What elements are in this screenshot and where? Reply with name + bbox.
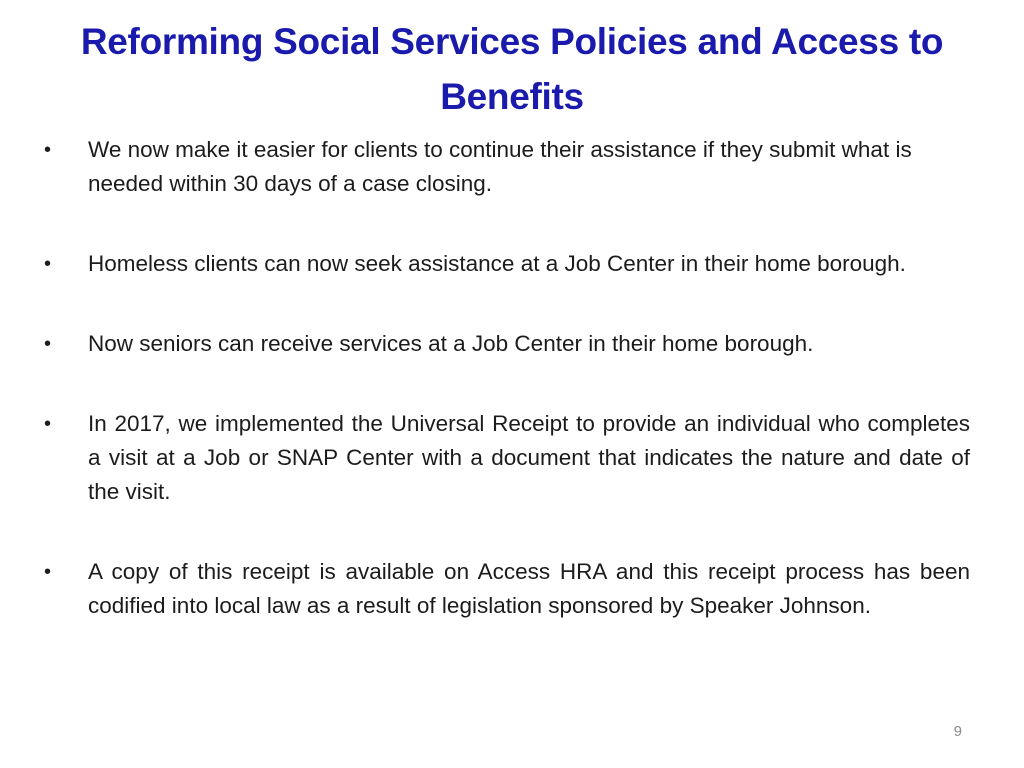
bullet-dot-icon: • [44, 139, 52, 161]
bullet-item [44, 247, 970, 281]
bullet-item [44, 133, 970, 201]
bullet-dot-icon: • [44, 561, 52, 583]
slide-title: Reforming Social Services Policies and Access to Benefits [80, 21, 944, 117]
bullet-item [44, 407, 970, 509]
bullet-dot-icon: • [44, 253, 52, 275]
bullet-item [44, 327, 970, 361]
bullet-list [44, 133, 970, 669]
page-number: 9 [953, 723, 962, 740]
bullet-text: We now make it easier for clients to continue their assistance if they submit what is needed within 30 days of a case closing. [88, 137, 912, 196]
bullet-dot-icon: • [44, 333, 52, 355]
bullet-text: Now seniors can receive services at a Job Center in their home borough. [88, 331, 814, 356]
bullet-text: A copy of this receipt is available on Access HRA and this receipt process has been codified into local law as a result of legislation sponsored by Speaker Johnson. [88, 559, 970, 618]
bullet-item [44, 555, 970, 623]
bullet-text: In 2017, we implemented the Universal Receipt to provide an individual who completes a visit at a Job or SNAP Center with a document that indicates the nature and date of the visit. [88, 411, 970, 504]
bullet-dot-icon: • [44, 413, 52, 435]
bullet-text: Homeless clients can now seek assistance at a Job Center in their home borough. [88, 251, 906, 276]
